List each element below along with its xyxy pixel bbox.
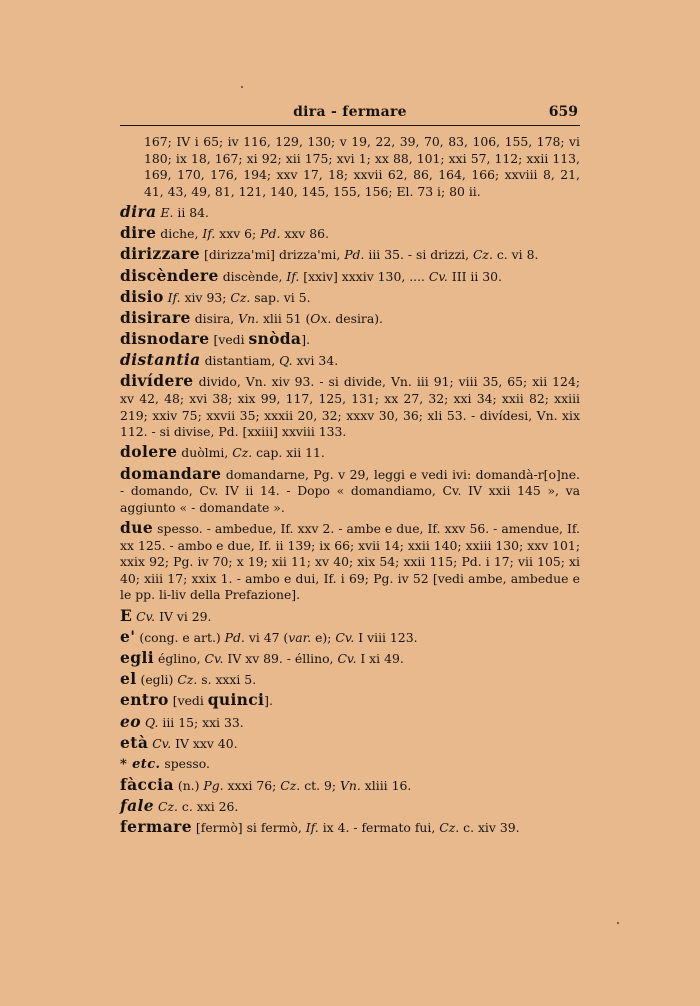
entry-text: spesso.	[160, 755, 210, 771]
entry-el	[120, 671, 580, 689]
reference: e);	[311, 629, 336, 645]
headword: e'	[120, 626, 136, 646]
entry-e-cong	[120, 626, 580, 647]
headword: discèndere	[120, 265, 219, 285]
headword: E	[120, 605, 133, 625]
reference: IV xv 89. - éllino,	[223, 650, 338, 666]
entry-due	[120, 520, 580, 604]
source-abbrev: Ox.	[310, 310, 332, 326]
reference: III ii 30.	[447, 268, 502, 284]
entry-text: [vedi	[168, 693, 208, 709]
entry-text-end: ].	[301, 332, 311, 348]
entry-faccia	[120, 777, 580, 795]
page-number: 659	[548, 104, 578, 120]
entry-text: distantiam,	[200, 353, 280, 369]
reference: I xi 49.	[356, 650, 404, 666]
source-abbrev: Cz.	[177, 672, 198, 688]
reference: c. vi 8.	[492, 247, 539, 263]
paper-speck	[617, 922, 619, 924]
variant-abbrev: var.	[288, 629, 312, 645]
headword: dolere	[120, 442, 178, 462]
reference: xxxi 76;	[223, 778, 281, 794]
entry-text: spesso. - ambedue, If. xxv 2. - ambe e due, If. xxv 56. - amendue, If. xx 125. - ambo e due, If. ii 139; ix 66; xvii 14; xxii 140; xxiii 130; xxv 101; xxix 92; Pg. iv 70; x 19; xii 11; xv 40; xix 54; xxii 115; Pd. i 17; vii 105; xi 40; xiii 17; xxix 1. - ambo e dui, If. i 69; Pg. iv 52 [vedi ambe, ambedue e le pp. li-liv della Prefazione].	[120, 521, 580, 603]
entry-disnodare	[120, 331, 580, 349]
entry-text: [fermò] si fermò,	[191, 820, 306, 836]
headword: disio	[120, 286, 164, 306]
entry-disirare	[120, 307, 580, 328]
entry-dirizzare	[120, 246, 580, 264]
source-abbrev: If.	[202, 226, 216, 242]
reference: IV vi 29.	[155, 608, 212, 624]
headword: fàccia	[120, 775, 174, 795]
paper-speck	[241, 86, 243, 88]
entry-text: disira,	[190, 310, 239, 326]
entry-text: duòlmi,	[177, 445, 233, 461]
reference: IV xxv 40.	[171, 735, 238, 751]
running-header	[120, 103, 580, 126]
headword: disirare	[120, 307, 191, 327]
source-abbrev: Pd.	[260, 226, 281, 242]
reference: I viii 123.	[354, 629, 418, 645]
reference: xxv 6;	[215, 226, 261, 242]
entry-text: églino,	[154, 650, 205, 666]
source-abbrev: Vn.	[339, 778, 361, 794]
reference: xxv 86.	[280, 226, 329, 242]
entry-text: (egli)	[136, 672, 178, 688]
headword: eo	[120, 711, 141, 731]
headword: divídere	[120, 371, 194, 391]
entry-entro	[120, 692, 580, 710]
source-abbrev: Cv.	[152, 735, 172, 751]
source-abbrev: Cz.	[439, 820, 460, 836]
reference: [xxiv] xxxiv 130, ....	[299, 268, 429, 284]
entry-domandare	[120, 463, 580, 517]
source-abbrev: Cz.	[230, 289, 251, 305]
source-abbrev: Pg.	[203, 778, 224, 794]
source-abbrev: Q.	[279, 353, 293, 369]
entry-text: divido, Vn. xiv 93. - si divide, Vn. iii 91; viii 35, 65; xii 124; xv 42, 48; xvi 38; xix 99, 117, 125, 131; xx 27, 32; xxi 34; xxii 82; xxiii 219; xxiv 75; xxvii 35; xxxii 20, 32; xxxv 30, 36; xli 53. - divídesi, Vn. xix 112. - si divise, Pd. [xxiii] xxviii 133.	[120, 374, 580, 440]
entry-text: [dirizza'mi] drizza'mi,	[200, 247, 345, 263]
reference: iii 35. - si drizzi,	[364, 247, 473, 263]
reference: xlii 51 (	[259, 310, 311, 326]
source-abbrev: Cv.	[136, 608, 156, 624]
headword: disnodare	[120, 329, 210, 349]
reference: ct. 9;	[300, 778, 340, 794]
entry-etc	[120, 756, 580, 774]
source-abbrev: Cv.	[337, 650, 357, 666]
headword: due	[120, 518, 154, 537]
reference: s. xxxi 5.	[197, 672, 257, 688]
entry-eta	[120, 732, 580, 753]
source-abbrev: Cv.	[428, 268, 448, 284]
running-title: dira - fermare	[293, 104, 407, 120]
entry-E	[120, 605, 580, 626]
source-abbrev: Q.	[144, 714, 159, 730]
cross-reference: quinci	[207, 690, 265, 710]
reference: ii 84.	[173, 204, 209, 220]
source-abbrev: If.	[167, 289, 181, 305]
headword: distantia	[120, 350, 201, 370]
continuation-text: 167; IV i 65; iv 116, 129, 130; v 19, 22, 39, 70, 83, 106, 155, 178; vi 180; ix 18, 167; xi 92; xii 175; xvi 1; xx 88, 101; xxi 57, 112; xxii 113, 169, 170, 176, 194; xxv 17, 18; xxvii 62, 86, 164, 166; xxviii 8, 21, 41, 43, 49, 81, 121, 140, 145, 155, 156; El. 73 i; 80 ii.	[144, 134, 580, 199]
entry-discendere	[120, 265, 580, 286]
source-abbrev: Cz.	[472, 247, 493, 263]
reference: cap. xii 11.	[252, 445, 325, 461]
entry-dire	[120, 225, 580, 243]
headword: fermare	[120, 817, 192, 837]
entry-eo	[120, 711, 580, 732]
source-abbrev: Cv.	[204, 650, 224, 666]
source-abbrev: Vn.	[238, 310, 259, 326]
entry-egli	[120, 647, 580, 668]
entry-text: (cong. e art.)	[135, 629, 225, 645]
reference: iii 15; xxi 33.	[158, 714, 244, 730]
entry-text: diche,	[156, 226, 203, 242]
source-abbrev: Cz.	[158, 799, 178, 815]
headword: dire	[120, 223, 157, 243]
source-abbrev: If.	[305, 820, 319, 836]
headword: età	[120, 732, 149, 752]
entry-text: domandarne, Pg. v 29, leggi e vedi ivi: domandà-r[o]ne. - domando, Cv. IV ii 14. - Dopo « domandiamo, Cv. IV xxii 145 », va aggiunto « - domandate ».	[120, 466, 580, 515]
reference: desira).	[331, 310, 383, 326]
headword: entro	[120, 690, 169, 710]
headword: domandare	[120, 463, 222, 483]
source-abbrev: If.	[286, 268, 300, 284]
headword: fale	[120, 796, 155, 816]
source-abbrev: Pd.	[224, 629, 245, 645]
reference: sap. vi 5.	[250, 289, 311, 305]
entry-text: [vedi	[209, 332, 249, 348]
entry-text: discènde,	[218, 268, 287, 284]
cross-reference: snòda	[248, 329, 302, 349]
source-abbrev: Cz.	[232, 445, 253, 461]
source-abbrev: Cz.	[280, 778, 301, 794]
entry-text: (n.)	[173, 778, 204, 794]
dictionary-body	[120, 134, 580, 841]
source-abbrev: Pd.	[344, 247, 365, 263]
reference: xvi 34.	[292, 353, 339, 369]
source-abbrev: E.	[160, 204, 174, 220]
source-abbrev: Cv.	[335, 629, 355, 645]
reference: xliii 16.	[360, 778, 412, 794]
headword: el	[120, 669, 137, 689]
reference: ix 4. - fermato fui,	[318, 820, 440, 836]
reference: c. xiv 39.	[459, 820, 520, 836]
entry-fermare	[120, 819, 580, 837]
entry-fale	[120, 798, 580, 816]
headword: dirizzare	[120, 244, 201, 264]
entry-disio	[120, 286, 580, 307]
headword: dira	[120, 201, 157, 221]
entry-dira	[120, 201, 580, 222]
entry-dolere	[120, 444, 580, 462]
reference: vi 47 (	[244, 629, 289, 645]
reference: xiv 93;	[180, 289, 231, 305]
entry-distantia	[120, 352, 580, 370]
reference: c. xxi 26.	[177, 799, 239, 815]
headword: * etc.	[120, 756, 161, 772]
entry-text-end: ].	[264, 693, 273, 709]
entry-dividere	[120, 373, 580, 440]
headword: egli	[120, 647, 155, 667]
